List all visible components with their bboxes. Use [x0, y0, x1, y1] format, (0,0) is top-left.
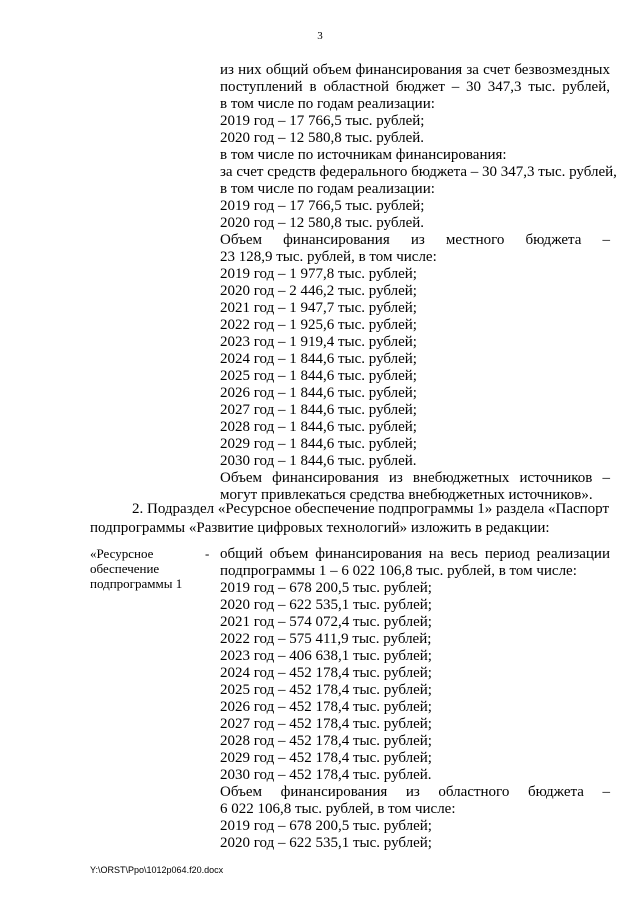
- text-line: 2021 год – 574 072,4 тыс. рублей;: [220, 614, 432, 630]
- label-line: подпрограммы 1: [90, 576, 183, 591]
- text-line: 2020 год – 12 580,8 тыс. рублей.: [220, 130, 425, 146]
- text-line: 2021 год – 1 947,7 тыс. рублей;: [220, 300, 417, 316]
- text-line: общий объем финансирования на весь период реализации: [220, 546, 610, 562]
- text-line: 6 022 106,8 тыс. рублей, в том числе:: [220, 801, 456, 817]
- paragraph-line: подпрограммы «Развитие цифровых технологий» изложить в редакции:: [90, 520, 550, 536]
- text-line: 2028 год – 452 178,4 тыс. рублей;: [220, 733, 432, 749]
- text-line: в том числе по источникам финансирования:: [220, 147, 507, 163]
- text-line: 2025 год – 452 178,4 тыс. рублей;: [220, 682, 432, 698]
- text-line: 2030 год – 452 178,4 тыс. рублей.: [220, 767, 432, 783]
- label-line: обеспечение: [90, 561, 160, 576]
- resource-label: [90, 546, 210, 591]
- text-line: могут привлекаться средства внебюджетных источников».: [220, 487, 593, 503]
- text-line: 2024 год – 1 844,6 тыс. рублей;: [220, 351, 417, 367]
- text-line: 2027 год – 1 844,6 тыс. рублей;: [220, 402, 417, 418]
- text-line: 2020 год – 622 535,1 тыс. рублей;: [220, 597, 432, 613]
- text-line: 2029 год – 1 844,6 тыс. рублей;: [220, 436, 417, 452]
- text-line: 2029 год – 452 178,4 тыс. рублей;: [220, 750, 432, 766]
- text-line: 2024 год – 452 178,4 тыс. рублей;: [220, 665, 432, 681]
- text-line: в том числе по годам реализации:: [220, 96, 435, 112]
- text-line: 2019 год – 678 200,5 тыс. рублей;: [220, 580, 432, 596]
- text-line: 2026 год – 1 844,6 тыс. рублей;: [220, 385, 417, 401]
- text-line: 2022 год – 575 411,9 тыс. рублей;: [220, 631, 432, 647]
- text-line: Объем финансирования из областного бюджета –: [220, 784, 610, 800]
- funding-text-block: [220, 62, 617, 504]
- text-line: поступлений в областной бюджет – 30 347,3 тыс. рублей,: [220, 79, 610, 95]
- file-path-footer: Y:\ORST\Ppo\1012p064.f20.docx: [90, 865, 224, 875]
- text-line: 2022 год – 1 925,6 тыс. рублей;: [220, 317, 417, 333]
- separator-dash: -: [205, 546, 210, 561]
- text-line: 2030 год – 1 844,6 тыс. рублей.: [220, 453, 417, 469]
- text-line: в том числе по годам реализации:: [220, 181, 435, 197]
- text-line: 2019 год – 1 977,8 тыс. рублей;: [220, 266, 417, 282]
- resource-text-block: [220, 546, 610, 852]
- text-line: 2019 год – 17 766,5 тыс. рублей;: [220, 198, 425, 214]
- text-line: подпрограммы 1 – 6 022 106,8 тыс. рублей, в том числе:: [220, 563, 577, 579]
- text-line: из них общий объем финансирования за счет безвозмездных: [220, 62, 610, 78]
- text-line: 2023 год – 406 638,1 тыс. рублей;: [220, 648, 432, 664]
- label-line: «Ресурсное: [90, 546, 154, 561]
- text-line: 2027 год – 452 178,4 тыс. рублей;: [220, 716, 432, 732]
- text-line: 2020 год – 622 535,1 тыс. рублей;: [220, 835, 432, 851]
- text-line: Объем финансирования из внебюджетных источников –: [220, 470, 610, 486]
- text-line: за счет средств федерального бюджета – 30 347,3 тыс. рублей,: [220, 164, 617, 180]
- text-line: 2023 год – 1 919,4 тыс. рублей;: [220, 334, 417, 350]
- text-line: 2020 год – 2 446,2 тыс. рублей;: [220, 283, 417, 299]
- text-line: 2019 год – 17 766,5 тыс. рублей;: [220, 113, 425, 129]
- text-line: 2028 год – 1 844,6 тыс. рублей;: [220, 419, 417, 435]
- text-line: 2020 год – 12 580,8 тыс. рублей.: [220, 215, 425, 231]
- paragraph-line: 2. Подраздел «Ресурсное обеспечение подпрограммы 1» раздела «Паспорт: [132, 501, 610, 517]
- amendment-paragraph: [90, 500, 610, 538]
- text-line: 2025 год – 1 844,6 тыс. рублей;: [220, 368, 417, 384]
- text-line: 23 128,9 тыс. рублей, в том числе:: [220, 249, 437, 265]
- text-line: 2026 год – 452 178,4 тыс. рублей;: [220, 699, 432, 715]
- text-line: 2019 год – 678 200,5 тыс. рублей;: [220, 818, 432, 834]
- text-line: Объем финансирования из местного бюджета –: [220, 232, 610, 248]
- page-number: 3: [317, 30, 323, 42]
